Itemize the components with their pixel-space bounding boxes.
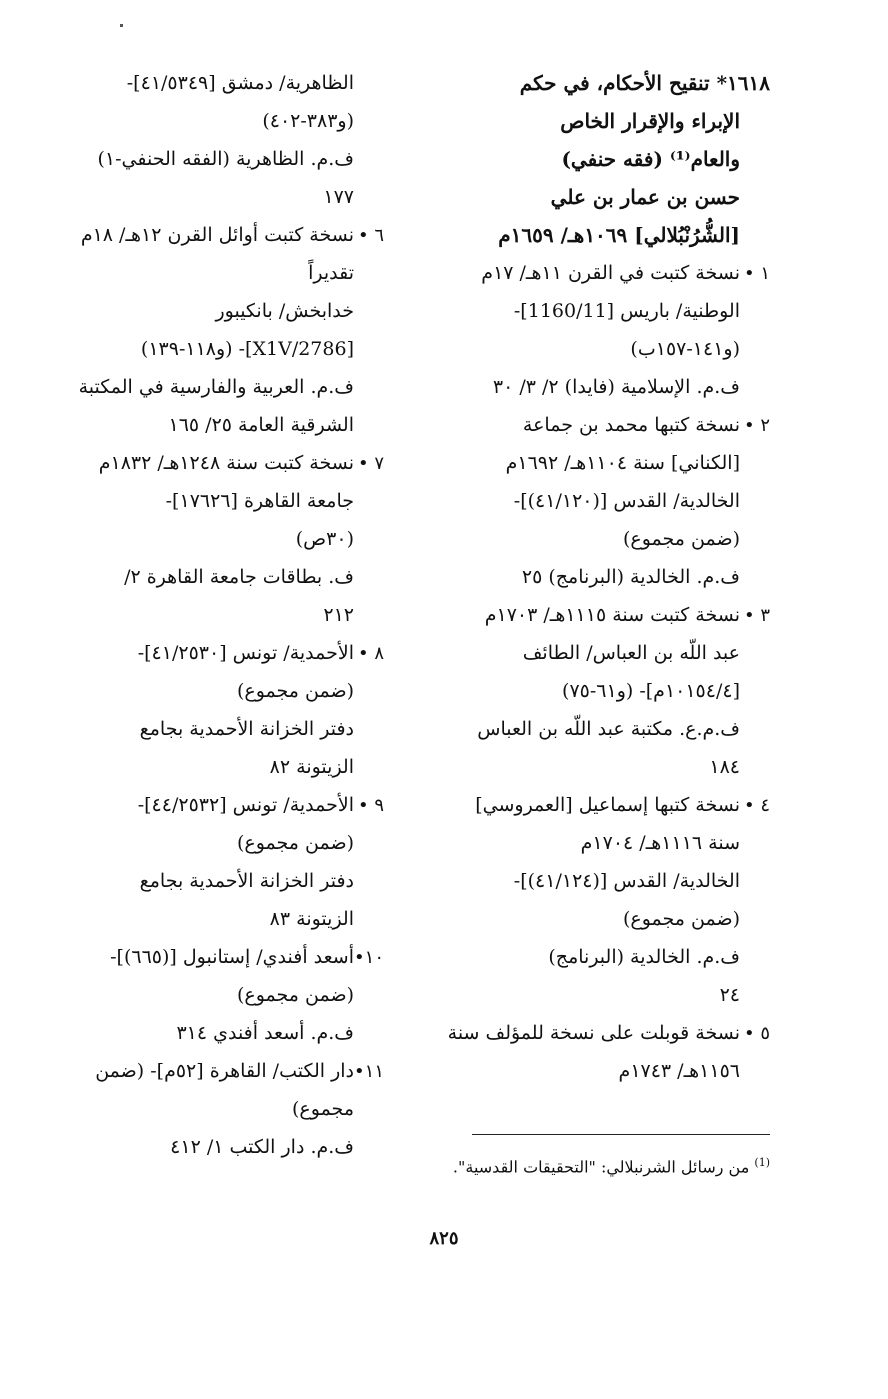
entry-text: نسخة كتبها محمد بن جماعة <box>522 414 740 436</box>
entry-text: [١٠١٥٤/٤م]- (و٦١-٧٥) <box>562 680 740 702</box>
entry-number: ٥ • <box>743 1023 770 1044</box>
manuscript-entry-line <box>54 178 384 216</box>
entry-text: الأحمدية/ تونس [٤١/٢٥٣٠]- <box>137 642 354 664</box>
entry-number: ٧ • <box>357 453 384 474</box>
entry-text: ف.م. الإسلامية (فايدا) ٢/ ٣/ ٣٠ <box>492 376 740 398</box>
manuscript-entry-line <box>54 406 384 444</box>
entry-text: الأحمدية/ تونس [٤٤/٢٥٣٢]- <box>137 794 354 816</box>
manuscript-entry-line <box>54 748 384 786</box>
manuscript-entry-line <box>54 368 384 406</box>
manuscript-entry-line <box>54 976 384 1014</box>
entry-text: أسعد أفندي/ إستانبول [(٦٦٥)]- <box>110 946 354 968</box>
entry-text: ف.م. دار الكتب ١/ ٤١٢ <box>170 1136 354 1158</box>
entry-text: ف.م. الخالدية (البرنامج) ٢٥ <box>521 566 740 588</box>
entry-text: ف.م. أسعد أفندي ٣١٤ <box>176 1022 354 1044</box>
entry-text: ف.م.ع. مكتبة عبد اللّه بن العباس <box>477 718 740 740</box>
left-column <box>54 64 384 1166</box>
entry-text: الخالدية/ القدس [(٤١/١٢٠)]- <box>513 490 740 512</box>
manuscript-entry-first-line <box>54 1052 384 1090</box>
entry-text: (و٣٨٣-٤٠٢) <box>262 110 354 132</box>
entry-text: ١١٥٦هـ/ ١٧٤٣م <box>618 1060 740 1082</box>
manuscript-entry-first-line <box>54 444 384 482</box>
entry-text: دفتر الخزانة الأحمدية بجامع <box>139 870 354 892</box>
entry-text: ٢١٢ <box>323 604 354 626</box>
entry-text: جامعة القاهرة [١٧٦٢٦]- <box>165 490 354 512</box>
entry-text: الزيتونة ٨٢ <box>269 756 354 778</box>
manuscript-entry-line <box>440 558 770 596</box>
manuscript-entry-line <box>440 672 770 710</box>
manuscript-entry-line <box>440 862 770 900</box>
manuscript-entry-first-line <box>440 596 770 634</box>
entry-number: ١١• <box>354 1061 384 1082</box>
entry-text: نسخة كتبت سنة ١١١٥هـ/ ١٧٠٣م <box>484 604 740 626</box>
entry-text: (و١٤١-١٥٧ب) <box>630 338 740 360</box>
entry-text: نسخة كتبها إسماعيل [العمروسي] <box>475 794 740 816</box>
entry-text: ف.م. الظاهرية (الفقه الحنفي-١) <box>97 148 354 170</box>
footnote-divider <box>472 1134 770 1135</box>
entry-number: ٢ • <box>743 415 770 436</box>
footnote <box>440 1150 770 1180</box>
manuscript-entry-line <box>54 824 384 862</box>
entry-text: دفتر الخزانة الأحمدية بجامع <box>139 718 354 740</box>
manuscript-entry-line <box>54 64 384 102</box>
entry-number: ١٠• <box>354 947 384 968</box>
entry-text: تقديراً <box>308 262 354 284</box>
entry-text: ١٧٧ <box>323 186 354 208</box>
entry-author-line: [الشُّرُنْبُلالي] ١٠٦٩هـ/ ١٦٥٩م <box>498 223 740 247</box>
scan-speck <box>120 24 123 27</box>
manuscript-entry-line <box>440 824 770 862</box>
manuscript-entry-first-line <box>440 406 770 444</box>
entry-text: [الكناني] سنة ١١٠٤هـ/ ١٦٩٢م <box>505 452 740 474</box>
entry-title-line: ١٦١٨* تنقيح الأحكام، في حكم <box>519 71 770 95</box>
entry-text: ف.م. العربية والفارسية في المكتبة <box>78 376 354 398</box>
entry-text: خدابخش/ بانكيبور <box>215 300 354 322</box>
entry-number: ٦ • <box>357 225 384 246</box>
manuscript-entry-first-line <box>54 938 384 976</box>
manuscript-list <box>440 254 770 1090</box>
entry-author-line: حسن بن عمار بن علي <box>550 185 740 209</box>
right-column <box>440 64 770 1090</box>
entry-text: (ضمن مجموع) <box>622 908 740 930</box>
entry-text: نسخة قوبلت على نسخة للمؤلف سنة <box>447 1022 740 1044</box>
manuscript-entry-line <box>440 900 770 938</box>
entry-text: نسخة كتبت سنة ١٢٤٨هـ/ ١٨٣٢م <box>98 452 354 474</box>
manuscript-entry-line <box>440 938 770 976</box>
manuscript-entry-line <box>440 292 770 330</box>
manuscript-entry-line <box>54 254 384 292</box>
manuscript-entry-line <box>54 672 384 710</box>
entry-number: ١ • <box>743 263 770 284</box>
footnote-text: من رسائل الشرنبلالي: "التحقيقات القدسية". <box>452 1157 750 1177</box>
manuscript-entry-line <box>54 482 384 520</box>
manuscript-entry-line <box>440 748 770 786</box>
entry-text: الوطنية/ باريس [1160/11]- <box>513 300 740 322</box>
manuscript-entry-line <box>54 596 384 634</box>
manuscript-entry-first-line <box>54 216 384 254</box>
manuscript-entry-line <box>440 330 770 368</box>
entry-text: (ضمن مجموع) <box>622 528 740 550</box>
entry-number: ٤ • <box>743 795 770 816</box>
manuscript-entry-line <box>440 520 770 558</box>
page-number: ٨٢٥ <box>429 1228 459 1249</box>
entry-text: الظاهرية/ دمشق [٤١/٥٣٤٩]- <box>126 72 354 94</box>
entry-text: الزيتونة ٨٣ <box>269 908 354 930</box>
entry-text: (ضمن مجموع) <box>236 984 354 1006</box>
entry-text: (٣٠ص) <box>295 528 354 550</box>
manuscript-entry-line <box>54 292 384 330</box>
manuscript-entry-first-line <box>54 634 384 672</box>
entry-text: ف.م. الخالدية (البرنامج) <box>548 946 740 968</box>
entry-text: نسخة كتبت أوائل القرن ١٢هـ/ ١٨م <box>80 224 354 246</box>
manuscript-entry-line <box>54 900 384 938</box>
entry-number: ٣ • <box>743 605 770 626</box>
manuscript-entry-line <box>54 1128 384 1166</box>
entry-text: (ضمن مجموع) <box>236 832 354 854</box>
footnote-marker: (1) <box>754 1156 770 1169</box>
entry-text: الخالدية/ القدس [(٤١/١٢٤)]- <box>513 870 740 892</box>
entry-text: الشرقية العامة ٢٥/ ١٦٥ <box>168 414 354 436</box>
entry-text: (ضمن مجموع) <box>236 680 354 702</box>
entry-text: سنة ١١١٦هـ/ ١٧٠٤م <box>580 832 740 854</box>
manuscript-entry-line <box>54 558 384 596</box>
entry-text: عبد اللّه بن العباس/ الطائف <box>522 642 740 664</box>
manuscript-entry-line <box>54 102 384 140</box>
entry-text: ١٨٤ <box>709 756 740 778</box>
manuscript-entry-first-line <box>54 786 384 824</box>
manuscript-entry-line <box>440 710 770 748</box>
entry-text: دار الكتب/ القاهرة [٥٢م]- (ضمن <box>95 1060 354 1082</box>
manuscript-entry-line <box>54 862 384 900</box>
manuscript-entry-line <box>440 368 770 406</box>
manuscript-entry-first-line <box>440 786 770 824</box>
entry-title-line: والعام⁽¹⁾ (فقه حنفي) <box>561 147 740 171</box>
manuscript-entry-line <box>54 1090 384 1128</box>
entry-number: ٨ • <box>357 643 384 664</box>
entry-text: ٢٤ <box>719 984 740 1006</box>
manuscript-entry-line <box>440 444 770 482</box>
manuscript-entry-line <box>54 330 384 368</box>
manuscript-entry-line <box>54 710 384 748</box>
manuscript-entry-line <box>440 634 770 672</box>
entry-text: مجموع) <box>292 1098 354 1120</box>
manuscript-entry-line <box>440 482 770 520</box>
manuscript-entry-first-line <box>440 1014 770 1052</box>
manuscript-list <box>54 64 384 1166</box>
manuscript-entry-line <box>54 1014 384 1052</box>
entry-text: ف. بطاقات جامعة القاهرة ٢/ <box>124 566 354 588</box>
entry-title-line: الإبراء والإقرار الخاص <box>560 109 740 133</box>
manuscript-entry-line <box>440 1052 770 1090</box>
entry-title <box>440 64 770 254</box>
manuscript-entry-first-line <box>440 254 770 292</box>
entry-text: [2786/X1V]- (و١١٨-١٣٩) <box>140 338 354 360</box>
manuscript-entry-line <box>54 520 384 558</box>
manuscript-entry-line <box>54 140 384 178</box>
entry-number: ٩ • <box>357 795 384 816</box>
entry-text: نسخة كتبت في القرن ١١هـ/ ١٧م <box>481 262 740 284</box>
manuscript-entry-line <box>440 976 770 1014</box>
